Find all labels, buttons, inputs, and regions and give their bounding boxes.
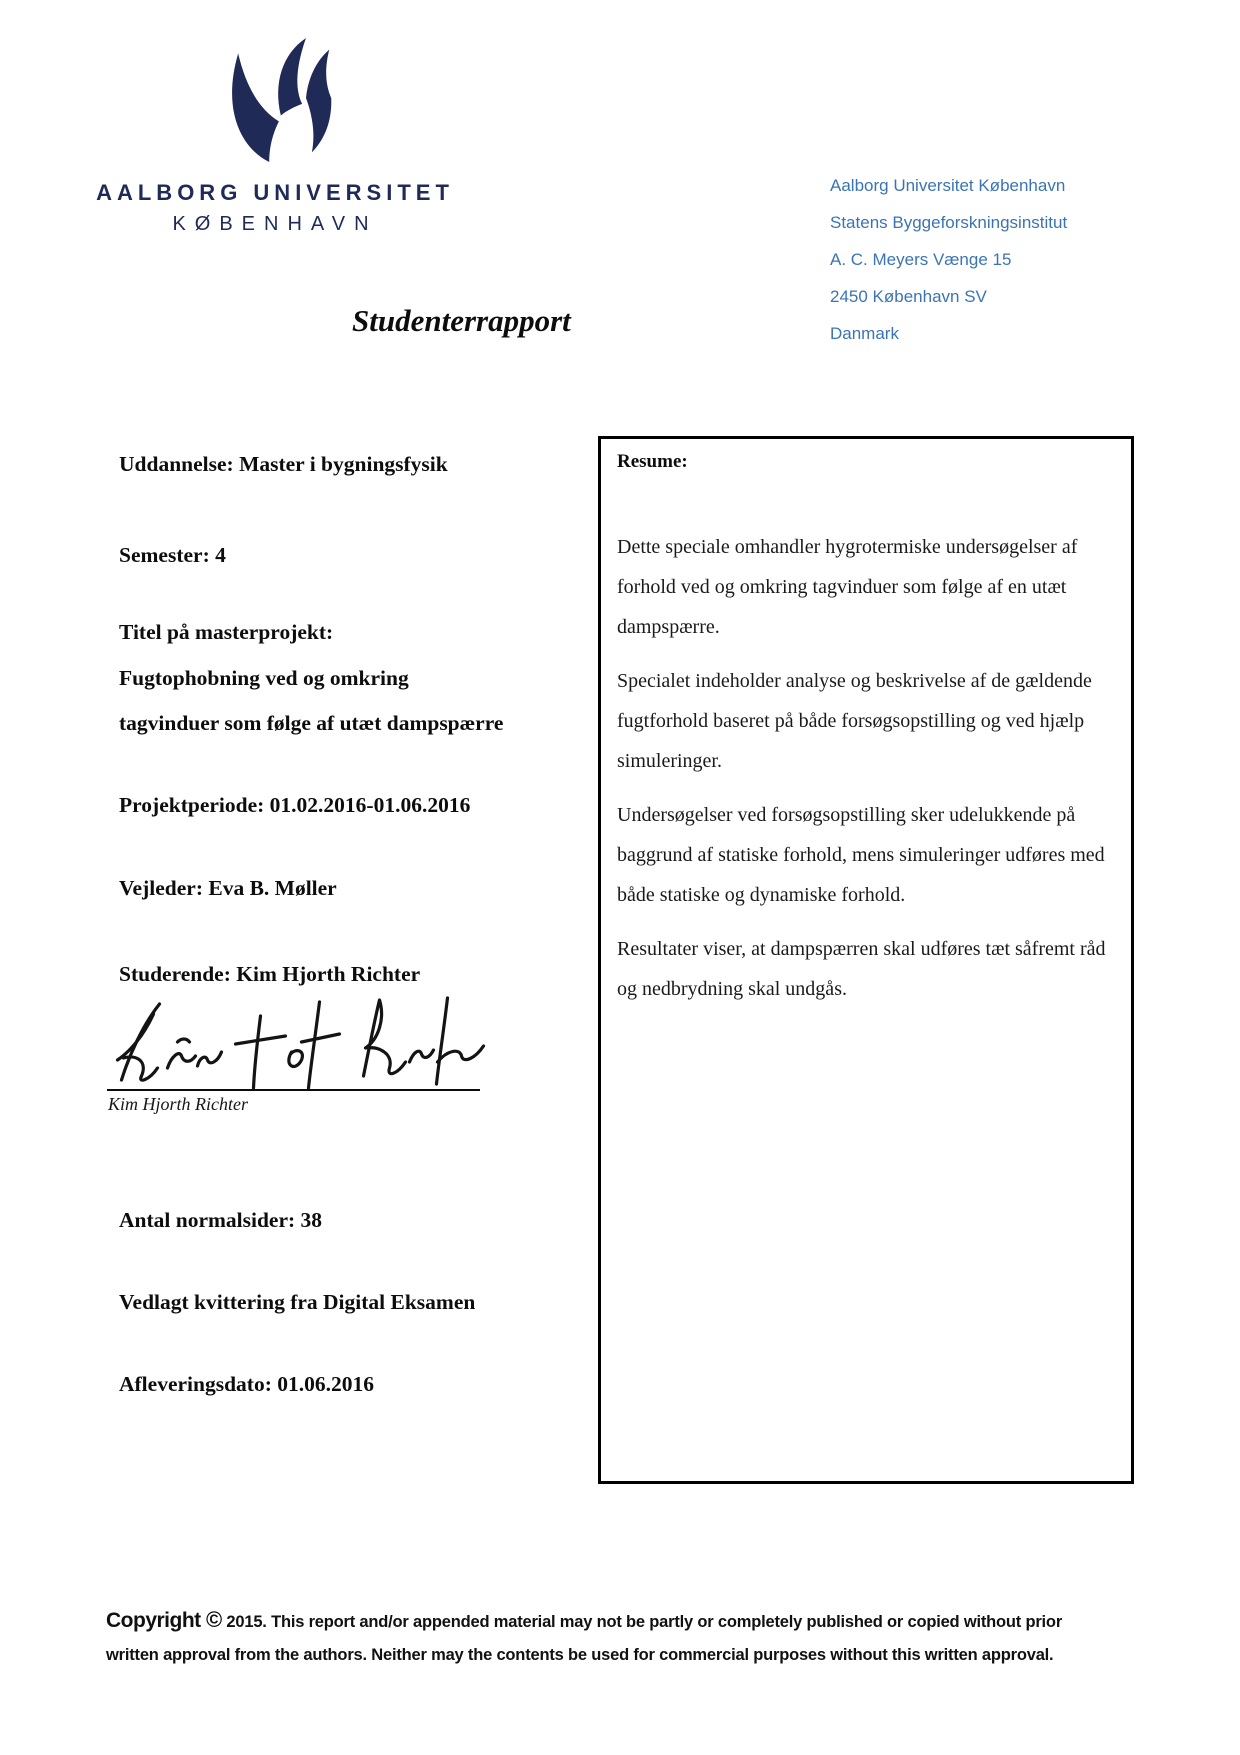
education-line: Uddannelse: Master i bygningsfysik xyxy=(119,452,448,476)
attachment-line: Vedlagt kvittering fra Digital Eksamen xyxy=(119,1290,476,1314)
project-period-line: Projektperiode: 01.02.2016-01.06.2016 xyxy=(119,793,471,817)
address-line: Aalborg Universitet København xyxy=(830,176,1066,195)
resume-box xyxy=(598,436,1134,1484)
university-city: KØBENHAVN xyxy=(172,213,378,235)
signature-line xyxy=(107,1089,480,1091)
project-title-line2: tagvinduer som følge af utæt dampspærre xyxy=(119,711,504,735)
resume-paragraph: Undersøgelser ved forsøgsopstilling sker udelukkende på baggrund af statiske forhold, mens simuleringer udføres med både statiske og dynamiske forhold. xyxy=(617,804,1105,906)
address-line: 2450 København SV xyxy=(830,287,987,306)
address-line: Danmark xyxy=(830,324,899,343)
university-address-block xyxy=(830,176,1067,361)
submission-date-line: Afleveringsdato: 01.06.2016 xyxy=(119,1372,374,1396)
copyright-text-1: 2015. This report and/or appended material may not be partly or completely published or copied without prior xyxy=(222,1613,1063,1631)
semester-line: Semester: 4 xyxy=(119,543,226,567)
signature-printed-name: Kim Hjorth Richter xyxy=(108,1094,248,1114)
address-line: Statens Byggeforskningsinstitut xyxy=(830,213,1068,232)
resume-paragraph: Dette speciale omhandler hygrotermiske undersøgelser af forhold ved og omkring tagvinduer som følge af en utæt dampspærre. xyxy=(617,536,1078,638)
copyright-footer xyxy=(106,1603,1138,1672)
resume-paragraph: Resultater viser, at dampspærren skal udføres tæt såfremt råd og nedbrydning skal undgås. xyxy=(617,938,1106,1000)
copyright-word: Copyright xyxy=(106,1609,206,1632)
university-name: AALBORG UNIVERSITET xyxy=(96,180,454,205)
resume-heading: Resume: xyxy=(617,451,688,472)
address-line: A. C. Meyers Vænge 15 xyxy=(830,250,1012,269)
copyright-line-1 xyxy=(106,1603,1138,1639)
copyright-line-2: written approval from the authors. Neither may the contents be used for commercial purposes without this written approval. xyxy=(106,1646,1054,1664)
page-count-line: Antal normalsider: 38 xyxy=(119,1208,323,1232)
resume-paragraph: Specialet indeholder analyse og beskrivelse af de gældende fugtforhold baseret på både forsøgsopstilling og ved hjælp simuleringer. xyxy=(617,670,1092,772)
university-logo-block xyxy=(95,38,455,236)
student-line: Studerende: Kim Hjorth Richter xyxy=(119,962,421,986)
aau-swoosh-logo-icon xyxy=(95,38,455,164)
supervisor-line: Vejleder: Eva B. Møller xyxy=(119,876,337,900)
project-title-label: Titel på masterprojekt: xyxy=(119,620,334,644)
document-type-title: Studenterrapport xyxy=(352,303,571,338)
resume-body xyxy=(617,527,1115,1009)
project-title-line1: Fugtophobning ved og omkring xyxy=(119,666,409,690)
copyright-symbol-icon: © xyxy=(206,1607,223,1632)
signature-image xyxy=(100,992,495,1092)
